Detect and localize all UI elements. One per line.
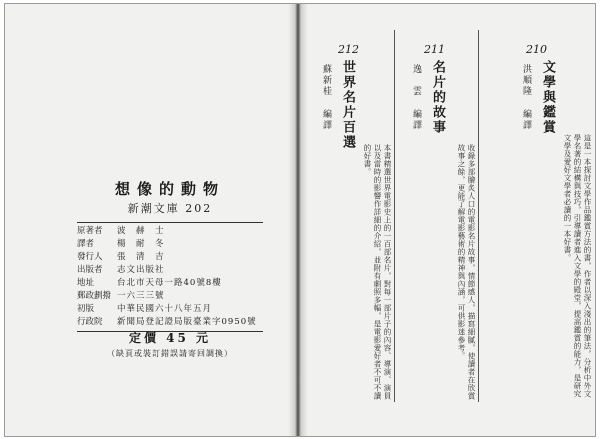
colophon-row (77, 251, 263, 264)
colophon-value: 張 清 吉 (117, 252, 165, 262)
colophon-value: 新聞局登記證局版臺業字0950號 (117, 317, 257, 327)
book-title: 想像的動物 (114, 180, 225, 198)
colophon-label: 發行人 (77, 252, 103, 262)
colophon-row (77, 277, 263, 290)
catalog-column (394, 4, 478, 436)
book-spread (4, 3, 596, 437)
entry-title: 世界名片百選 (340, 60, 355, 150)
colophon-label: 出版者 (77, 265, 103, 275)
entry-author: 蘇新桂 編譯 (321, 64, 331, 131)
catalog-column (308, 4, 394, 436)
colophon-label: 譯者 (77, 239, 95, 249)
colophon-row (77, 264, 263, 277)
entry-title: 文學與鑑賞 (540, 60, 555, 135)
colophon-table (77, 222, 263, 332)
entry-author: 逸 雲 編譯 (411, 64, 421, 131)
colophon-value: 中華民國六十八年五月 (117, 304, 213, 314)
colophon-value: 志文出版社 (117, 265, 165, 275)
colophon-value: 台北市天母一路40號8樓 (117, 278, 222, 288)
colophon-value: 一六三三號 (117, 291, 165, 301)
left-page-colophon (5, 4, 288, 436)
entry-description: 收錄多部膾炙人口的電影名片故事，情節感人，描寫細膩，使讀者在欣賞故事之餘，更能了解電影藝術的精神與內涵，可供影迷參考。 (457, 144, 476, 400)
notice: （缺頁或裝訂錯誤請寄回調換） (107, 349, 233, 358)
colophon-row (77, 290, 263, 303)
colophon-label: 原著者 (77, 226, 103, 236)
page-number: 212 (338, 43, 359, 56)
right-page-catalog (308, 4, 595, 436)
series-number: 新潮文庫 202 (127, 202, 213, 215)
colophon-row (77, 316, 263, 329)
book-gutter (288, 4, 308, 436)
colophon-value: 楊 耐 冬 (117, 239, 165, 249)
colophon-row (77, 238, 263, 251)
colophon-row (77, 225, 263, 238)
entry-description: 本書精選世界電影史上的一百部名片，對每一部片子的內容、導演、演員以及當時的影響作詳細的介紹，並附有劇照多幅，是電影愛好者不可不讀的好書。 (363, 144, 392, 400)
colophon-label: 地址 (77, 278, 95, 288)
page-number: 210 (526, 43, 547, 56)
colophon-value: 波 赫 士 (117, 226, 165, 236)
colophon-row (77, 303, 263, 316)
entry-author: 洪順隆 編譯 (521, 64, 531, 131)
colophon-label: 行政院 (77, 317, 103, 327)
catalog-column (478, 4, 595, 436)
price: 定價 45 元 (128, 331, 212, 345)
entry-title: 名片的故事 (430, 60, 445, 135)
colophon-label: 初版 (77, 304, 95, 314)
colophon-label: 郵政劃撥 (77, 291, 112, 301)
page-number: 211 (424, 43, 445, 56)
entry-description: 這是一本探討文學作品鑑賞方法的書，作者以深入淺出的筆法，分析中外文學名著的結構與技巧，引導讀者進入文學的殿堂，提高鑑賞的能力，是研究文學及愛好文學者必讀的一本好書。 (563, 134, 592, 398)
